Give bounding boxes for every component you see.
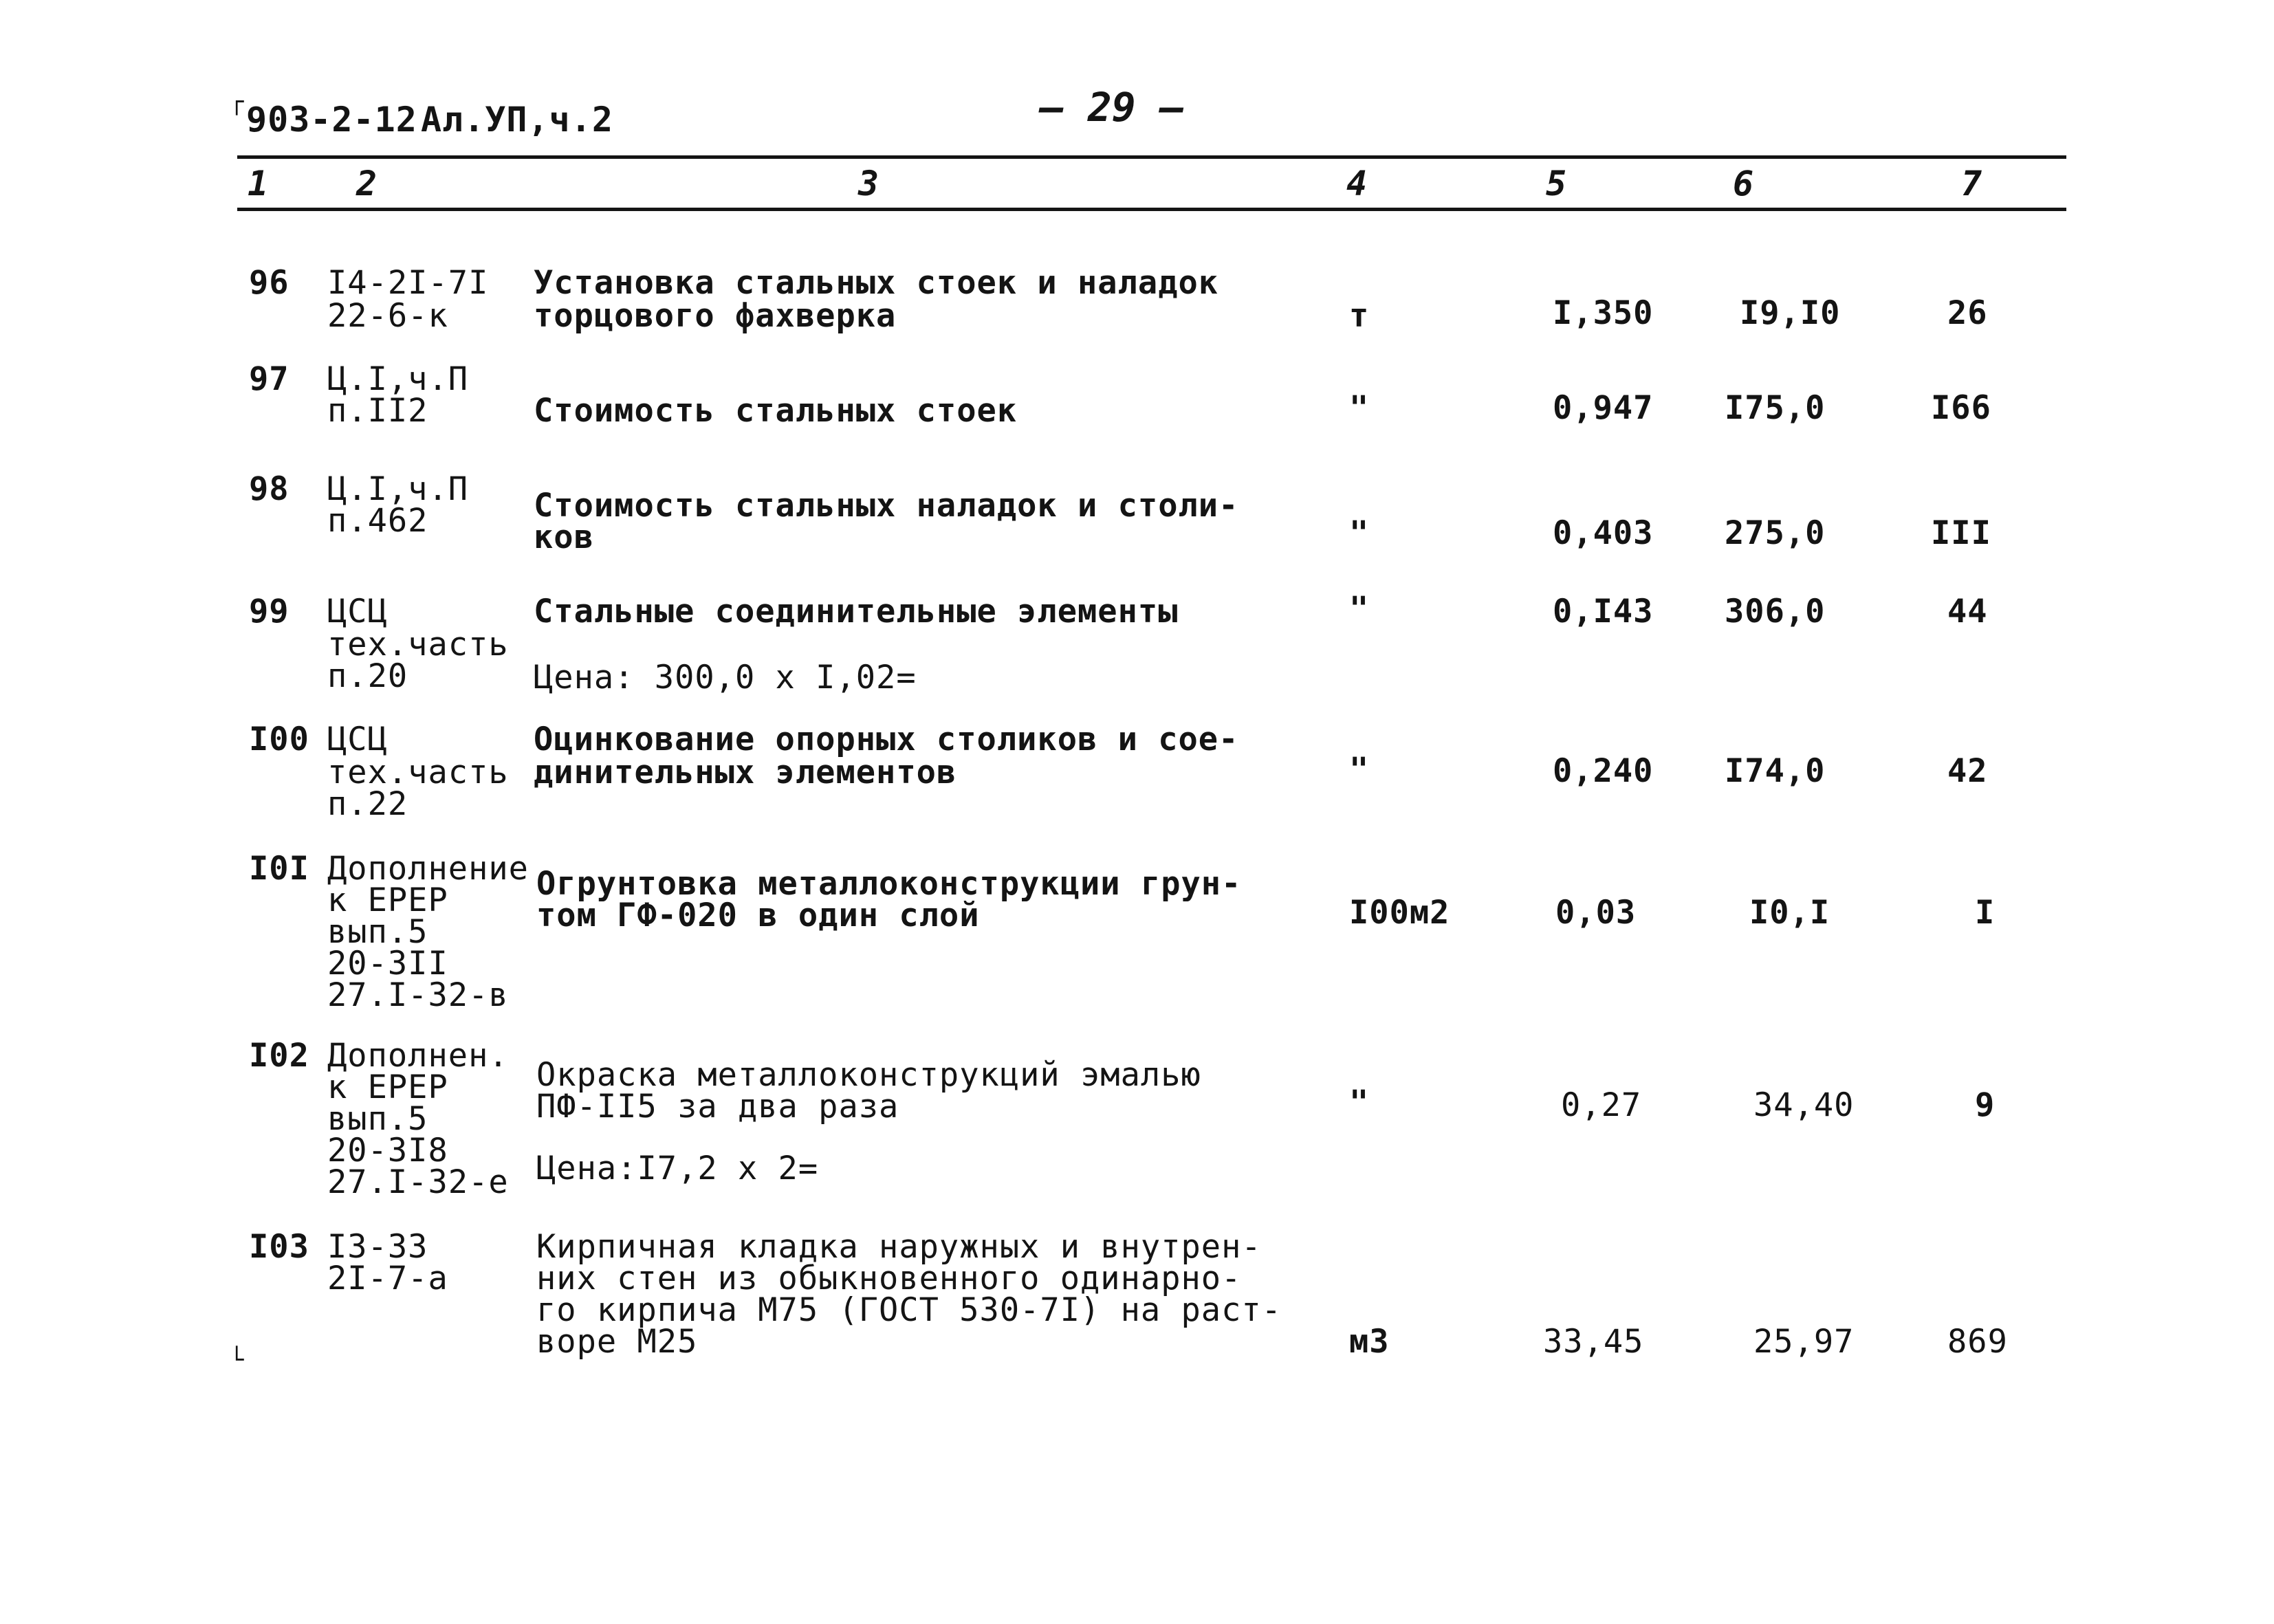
reference-line: 2I-7-а xyxy=(327,1260,448,1297)
album-reference: Ал.УП,ч.2 xyxy=(421,100,613,140)
unit-of-measure: " xyxy=(1349,514,1370,552)
description-line: го кирпича М75 (ГОСТ 530-7I) на раст- xyxy=(536,1291,1282,1329)
row-number: 96 xyxy=(249,264,289,302)
reference-line: п.462 xyxy=(327,502,428,540)
quantity: I,350 xyxy=(1553,294,1654,332)
unit-of-measure: I00м2 xyxy=(1349,894,1450,932)
unit-price: I74,0 xyxy=(1725,752,1826,790)
description-line: них стен из обыкновенного одинарно- xyxy=(536,1260,1242,1297)
quantity: 0,240 xyxy=(1553,752,1654,790)
description-line: торцового фахверка xyxy=(534,297,897,335)
reference-line: п.II2 xyxy=(327,392,428,430)
unit-price: 275,0 xyxy=(1725,514,1826,552)
row-number: 98 xyxy=(249,470,289,508)
reference-line: тех.часть xyxy=(327,626,509,663)
unit-price: I0,I xyxy=(1749,894,1830,932)
total-cost: 44 xyxy=(1947,593,1988,630)
column-number-2: 2 xyxy=(356,164,378,204)
unit-of-measure: м3 xyxy=(1349,1323,1390,1361)
total-cost: I66 xyxy=(1931,389,1991,427)
description-line: Стоимость стальных наладок и столи- xyxy=(534,487,1239,525)
corner-mark-bottom-left: └ xyxy=(230,1346,244,1374)
total-cost: 42 xyxy=(1947,752,1988,790)
row-number: I0I xyxy=(249,850,309,888)
unit-of-measure: " xyxy=(1349,389,1370,427)
reference-line: 20-3I8 xyxy=(327,1132,448,1170)
column-number-4: 4 xyxy=(1346,164,1368,204)
price-calculation-note: Цена:I7,2 х 2= xyxy=(536,1150,819,1187)
reference-line: вып.5 xyxy=(327,1100,428,1138)
column-number-1: 1 xyxy=(248,164,269,204)
column-number-6: 6 xyxy=(1733,164,1754,204)
description-line: ков xyxy=(534,518,594,556)
reference-line: 22-6-к xyxy=(327,297,448,335)
row-number: 99 xyxy=(249,593,289,630)
quantity: 0,947 xyxy=(1553,389,1654,427)
quantity: 0,403 xyxy=(1553,514,1654,552)
quantity: 33,45 xyxy=(1543,1323,1644,1361)
description-line: Стоимость стальных стоек xyxy=(534,392,1018,430)
reference-line: Дополнение xyxy=(327,850,529,888)
unit-of-measure: т xyxy=(1349,297,1370,335)
reference-line: 27.I-32-в xyxy=(327,976,509,1014)
unit-of-measure: " xyxy=(1349,590,1370,628)
header-top-rule xyxy=(237,155,2066,159)
total-cost: 26 xyxy=(1947,294,1988,332)
reference-line: вып.5 xyxy=(327,913,428,951)
reference-line: Ц.I,ч.П xyxy=(327,360,469,398)
quantity: 0,03 xyxy=(1555,894,1637,932)
description-line: воре М25 xyxy=(536,1323,698,1361)
reference-line: к ЕРЕР xyxy=(327,1068,448,1106)
reference-line: I3-33 xyxy=(327,1228,428,1266)
quantity: 0,27 xyxy=(1561,1086,1642,1124)
description-line: Окраска металлоконструкций эмалью xyxy=(536,1056,1201,1094)
unit-price: I75,0 xyxy=(1725,389,1826,427)
total-cost: 869 xyxy=(1947,1323,2008,1361)
reference-line: 20-3II xyxy=(327,945,448,983)
reference-line: Дополнен. xyxy=(327,1037,509,1075)
page-number: – 29 – xyxy=(1040,84,1184,131)
corner-mark-top-left: ┌ xyxy=(230,88,244,116)
reference-line: тех.часть xyxy=(327,754,509,791)
description-line: Установка стальных стоек и наладок xyxy=(534,264,1219,302)
row-number: I02 xyxy=(249,1037,309,1075)
description-line: динительных элементов xyxy=(534,754,957,791)
reference-line: Ц.I,ч.П xyxy=(327,470,469,508)
reference-line: п.22 xyxy=(327,785,408,823)
column-number-7: 7 xyxy=(1961,164,1982,204)
unit-price: I9,I0 xyxy=(1740,294,1841,332)
document-code: 903-2-12 xyxy=(246,100,417,140)
description-line: Оцинкование опорных столиков и сое- xyxy=(534,721,1239,758)
reference-line: 27.I-32-е xyxy=(327,1163,509,1201)
description-line: Кирпичная кладка наружных и внутрен- xyxy=(536,1228,1262,1266)
description-line: Стальные соединительные элементы xyxy=(534,593,1179,630)
price-calculation-note: Цена: 300,0 х I,02= xyxy=(534,659,917,696)
description-line: Огрунтовка металлоконструкции грун- xyxy=(536,865,1242,903)
quantity: 0,I43 xyxy=(1553,593,1654,630)
unit-price: 306,0 xyxy=(1725,593,1826,630)
column-number-5: 5 xyxy=(1546,164,1567,204)
unit-price: 25,97 xyxy=(1753,1323,1855,1361)
column-number-3: 3 xyxy=(858,164,879,204)
row-number: I03 xyxy=(249,1228,309,1266)
total-cost: III xyxy=(1931,514,1991,552)
reference-line: ЦСЦ xyxy=(327,593,388,630)
row-number: I00 xyxy=(249,721,309,758)
unit-of-measure: " xyxy=(1349,1084,1370,1121)
description-line: том ГФ-020 в один слой xyxy=(536,897,980,934)
total-cost: 9 xyxy=(1975,1086,1996,1124)
reference-line: к ЕРЕР xyxy=(327,881,448,919)
description-line: ПФ-II5 за два раза xyxy=(536,1088,899,1126)
reference-line: I4-2I-7I xyxy=(327,264,489,302)
unit-of-measure: " xyxy=(1349,751,1370,789)
unit-price: 34,40 xyxy=(1753,1086,1855,1124)
reference-line: п.20 xyxy=(327,657,408,695)
total-cost: I xyxy=(1975,894,1996,932)
reference-line: ЦСЦ xyxy=(327,721,388,758)
header-bottom-rule xyxy=(237,208,2066,211)
row-number: 97 xyxy=(249,360,289,398)
